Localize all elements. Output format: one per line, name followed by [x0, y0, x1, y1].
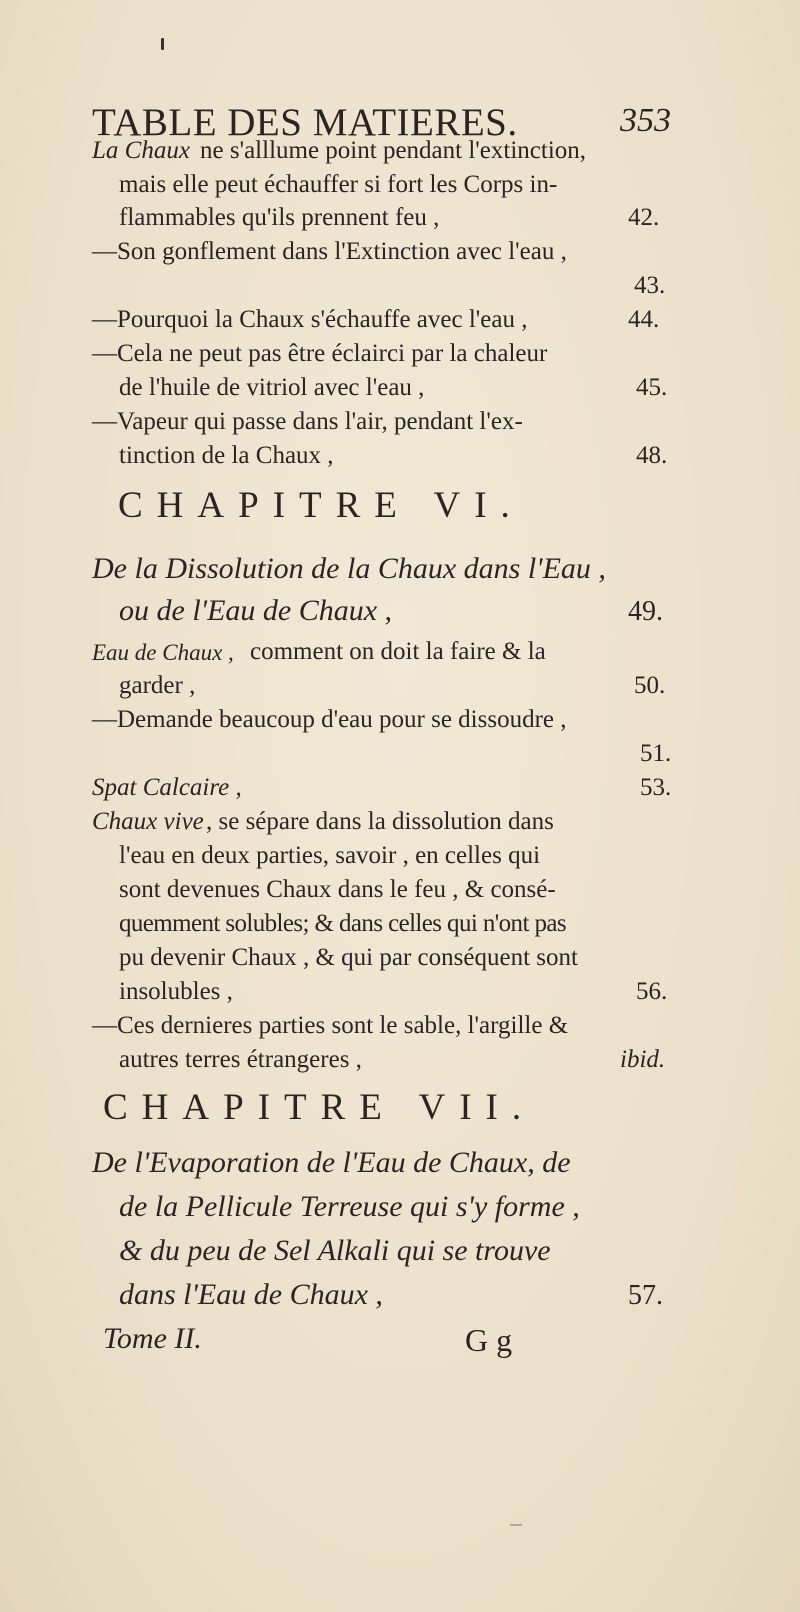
subtitle-line: De l'Evaporation de l'Eau de Chaux, de	[92, 1146, 571, 1179]
entry-line: insolubles ,	[119, 978, 233, 1005]
entry-page: 44.	[628, 306, 660, 333]
entry-lead: Eau de Chaux ,	[92, 640, 234, 665]
entry-line: —Demande beaucoup d'eau pour se dissoudre ,	[92, 706, 567, 733]
paper-mark	[510, 1524, 522, 1526]
page-title: TABLE DES MATIERES.	[92, 101, 518, 144]
entry-line: de l'huile de vitriol avec l'eau ,	[119, 374, 425, 401]
subtitle-line: dans l'Eau de Chaux ,	[119, 1278, 383, 1311]
subtitle-line: & du peu de Sel Alkali qui se trouve	[119, 1234, 551, 1267]
page-number: 353	[620, 102, 671, 139]
entry-line: —Son gonflement dans l'Extinction avec l'eau ,	[92, 238, 567, 265]
entry-line: quemment solubles; & dans celles qui n'ont pas	[119, 910, 566, 937]
entry-line: —Cela ne peut pas être éclairci par la chaleur	[92, 340, 548, 367]
entry-page: 45.	[636, 374, 668, 401]
entry-line: garder ,	[119, 672, 196, 699]
entry-line: pu devenir Chaux , & qui par conséquent sont	[119, 944, 578, 971]
entry-page: 42.	[628, 204, 660, 231]
entry-lead: Chaux vive	[92, 808, 204, 835]
entry-page: ibid.	[620, 1046, 666, 1073]
entry-line: —Pourquoi la Chaux s'échauffe avec l'eau ,	[92, 306, 528, 333]
entry-page: 53.	[640, 774, 672, 801]
entry-line: tinction de la Chaux ,	[119, 442, 334, 469]
entry-line: —Ces dernieres parties sont le sable, l'argille &	[92, 1012, 569, 1039]
volume-label: Tome II.	[103, 1322, 202, 1355]
entry-line: mais elle peut échauffer si fort les Corps in-	[119, 171, 558, 198]
entry-lead: La Chaux	[92, 137, 190, 164]
entry-line: autres terres étrangeres ,	[119, 1046, 362, 1073]
entry-page: 48.	[636, 442, 668, 469]
entry-line: , se sépare dans la dissolution dans	[206, 808, 554, 835]
entry-lead: Spat Calcaire ,	[92, 774, 242, 801]
entry-line: l'eau en deux parties, savoir , en celles qui	[119, 842, 541, 869]
entry-line: comment on doit la faire & la	[250, 638, 546, 665]
subtitle-line: De la Dissolution de la Chaux dans l'Eau ,	[92, 552, 606, 585]
entry-page: 50.	[634, 672, 666, 699]
chapter-heading: CHAPITRE VI.	[118, 485, 524, 526]
subtitle-page: 49.	[628, 596, 663, 627]
ink-speck	[161, 38, 164, 50]
entry-line: sont devenues Chaux dans le feu , & consé-	[119, 876, 556, 903]
subtitle-line: ou de l'Eau de Chaux ,	[119, 594, 393, 627]
entry-line: flammables qu'ils prennent feu ,	[119, 204, 440, 231]
entry-line: ne s'alllume point pendant l'extinction,	[200, 137, 587, 164]
subtitle-page: 57.	[628, 1280, 663, 1311]
entry-line: —Vapeur qui passe dans l'air, pendant l'ex-	[92, 408, 523, 435]
signature-mark: G g	[465, 1322, 513, 1358]
entry-page: 51.	[640, 740, 672, 767]
entry-page: 56.	[636, 978, 668, 1005]
chapter-heading: CHAPITRE VII.	[103, 1087, 536, 1128]
entry-page: 43.	[634, 272, 666, 299]
subtitle-line: de la Pellicule Terreuse qui s'y forme ,	[119, 1190, 580, 1223]
